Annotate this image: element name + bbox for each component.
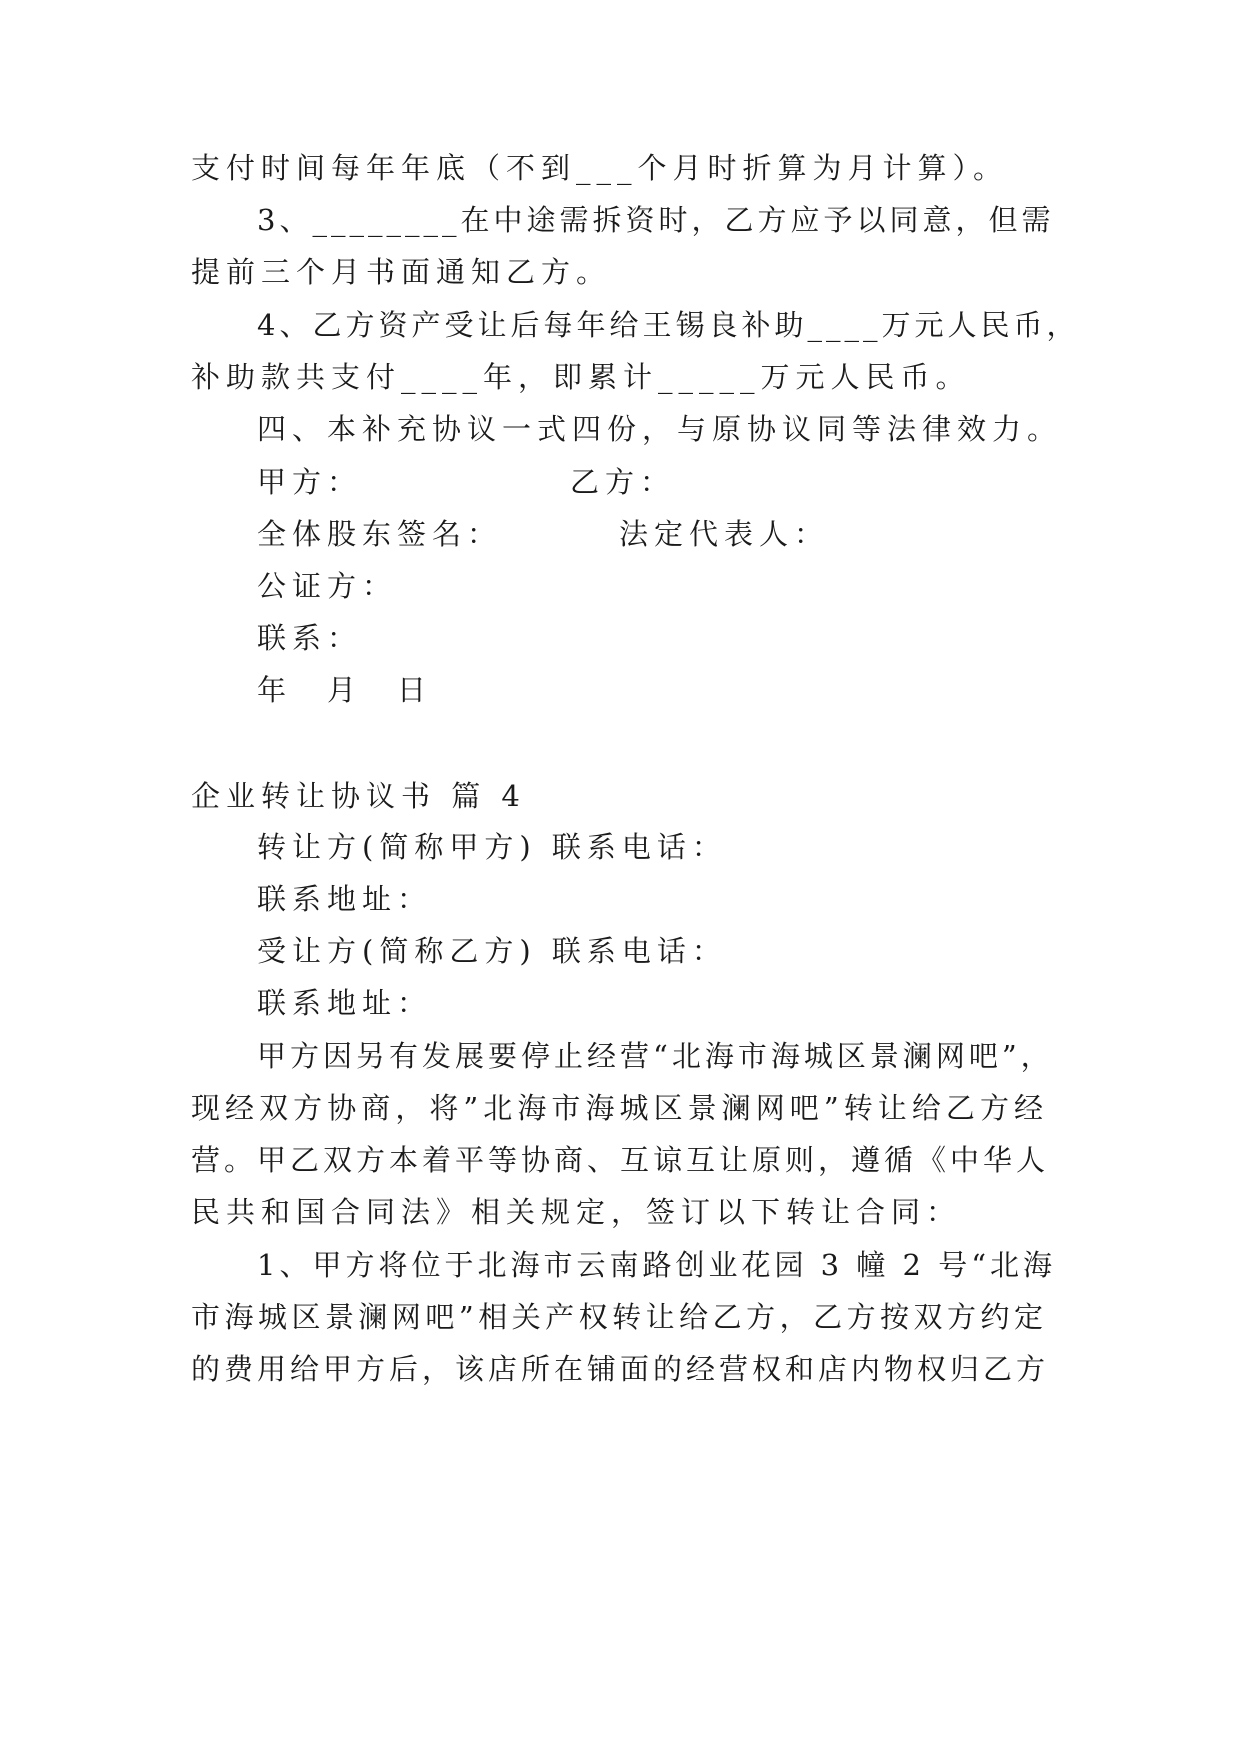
text-line: 3、________在中途需拆资时，乙方应予以同意，但需: [257, 203, 1055, 237]
signature-label-legal-rep: 法定代表人：: [619, 517, 830, 551]
text-line: 受让方(简称乙方) 联系电话：: [257, 934, 727, 968]
text-line: 联系地址：: [257, 882, 433, 916]
section-title: 企业转让协议书 篇 4: [191, 779, 526, 813]
signature-label-contact: 联系：: [257, 621, 363, 655]
text-line: 市海城区景澜网吧”相关产权转让给乙方，乙方按双方约定: [191, 1300, 1047, 1334]
text-line: 1、甲方将位于北海市云南路创业花园 3 幢 2 号“北海: [257, 1248, 1057, 1282]
text-line: 四、本补充协议一式四份，与原协议同等法律效力。: [257, 412, 1063, 446]
text-line: 现经双方协商，将”北海市海城区景澜网吧”转让给乙方经: [191, 1091, 1047, 1125]
signature-label-party-a: 甲方：: [257, 465, 363, 499]
text-line: 甲方因另有发展要停止经营“北海市海城区景澜网吧”，: [257, 1039, 1054, 1073]
signature-label-party-b: 乙方：: [570, 465, 676, 499]
text-line: 营。甲乙双方本着平等协商、互谅互让原则，遵循《中华人: [191, 1143, 1050, 1177]
text-line: 支付时间每年年底（不到___个月时折算为月计算）。: [191, 151, 1009, 185]
text-line: 4、乙方资产受让后每年给王锡良补助____万元人民币，: [257, 308, 1080, 342]
text-line: 的费用给甲方后，该店所在铺面的经营权和店内物权归乙方: [191, 1352, 1050, 1386]
text-line: 民共和国合同法》相关规定，签订以下转让合同：: [191, 1195, 962, 1229]
text-line: 提前三个月书面通知乙方。: [191, 255, 612, 289]
signature-label-notary: 公证方：: [257, 569, 398, 603]
text-line: 补助款共支付____年，即累计_____万元人民币。: [191, 360, 971, 394]
signature-label-shareholders: 全体股东签名：: [257, 517, 503, 551]
text-line: 转让方(简称甲方) 联系电话：: [257, 830, 727, 864]
date-line: 年 月 日: [257, 673, 433, 707]
text-line: 联系地址：: [257, 986, 433, 1020]
